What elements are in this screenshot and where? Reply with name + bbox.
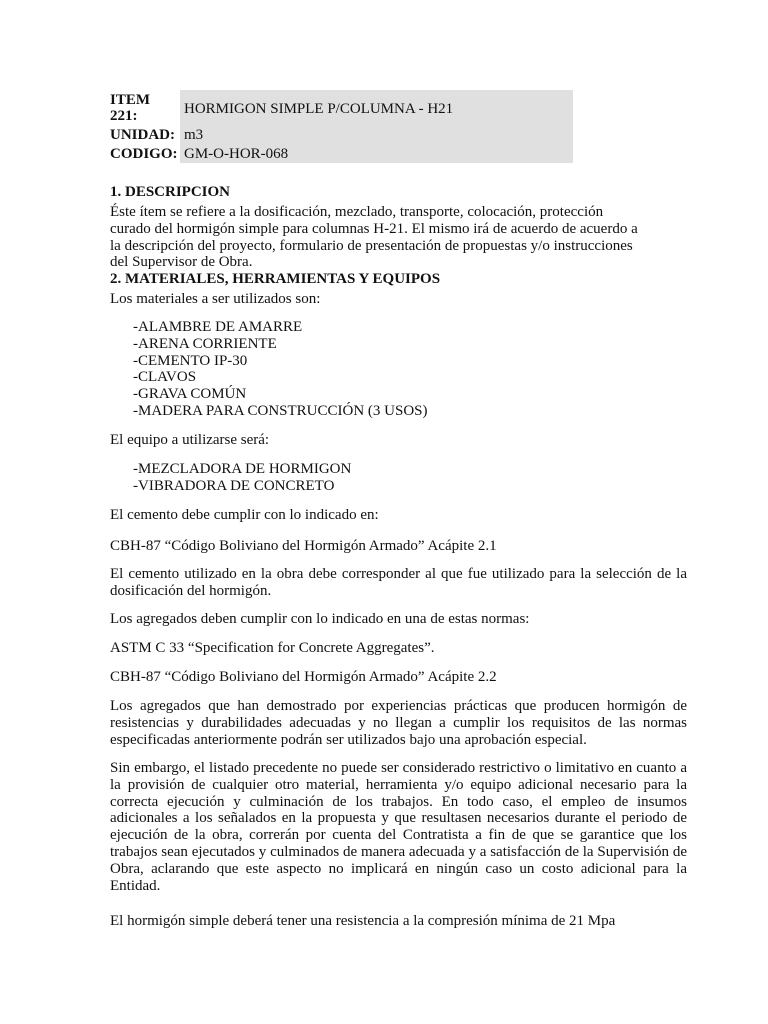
list-item: -CLAVOS [133,369,197,386]
equipment-list [133,461,351,495]
list-item: -ALAMBRE DE AMARRE [133,319,303,335]
unidad-label: UNIDAD: [110,127,175,143]
section-1-heading: 1. DESCRIPCION [110,184,231,200]
description-line: del Supervisor de Obra. [110,254,253,271]
cement-intro: El cemento debe cumplir con lo indicado en: [110,507,379,523]
list-item: -GRAVA COMÚN [133,386,247,403]
codigo-value: GM-O-HOR-068 [184,146,289,162]
item-label: ITEM 221: [110,92,151,124]
list-item: -ARENA CORRIENTE [133,335,277,352]
list-item: -MEZCLADORA DE HORMIGON [133,461,352,477]
codigo-label: CODIGO: [110,146,178,162]
item-value: HORMIGON SIMPLE P/COLUMNA - H21 [184,101,454,117]
section-1-description [110,204,638,271]
list-item: -VIBRADORA DE CONCRETO [133,477,335,494]
description-line: Éste ítem se refiere a la dosificación, mezclado, transporte, colocación, protección [110,204,604,220]
description-line: la descripción del proyecto, formulario de presentación de propuestas y/o instrucciones [110,237,633,254]
aggregates-intro: Los agregados deben cumplir con lo indicado en una de estas normas: [110,611,530,627]
list-item: -MADERA PARA CONSTRUCCIÓN (3 USOS) [133,402,428,419]
materials-intro: Los materiales a ser utilizados son: [110,291,321,307]
resistance-paragraph: El hormigón simple deberá tener una resistencia a la compresión mínima de 21 Mpa [110,913,616,929]
list-item: -CEMENTO IP-30 [133,352,248,369]
description-line: curado del hormigón simple para columnas H-21. El mismo irá de acuerdo de acuerdo a [110,220,638,237]
section-2-heading: 2. MATERIALES, HERRAMIENTAS Y EQUIPOS [110,271,441,287]
aggregates-norm-astm: ASTM C 33 “Specification for Concrete Aggregates”. [110,640,435,656]
aggregates-special-paragraph: Los agregados que han demostrado por experiencias prácticas que producen hormigón de resistencias y durabilidades adecuadas y no llegan a cumplir los requisitos de las normas especificadas anteriormente podrán ser utilizados bajo una aprobación especial. [110,698,687,748]
cement-norm: CBH-87 “Código Boliviano del Hormigón Armado” Acápite 2.1 [110,538,497,554]
materials-list [133,319,428,420]
aggregates-norm-cbh: CBH-87 “Código Boliviano del Hormigón Armado” Acápite 2.2 [110,669,497,685]
cement-use-paragraph: El cemento utilizado en la obra debe corresponder al que fue utilizado para la selección de la dosificación del hormigón. [110,566,687,599]
disclaimer-paragraph: Sin embargo, el listado precedente no puede ser considerado restrictivo o limitativo en cuanto a la provisión de cualquier otro material, herramienta y/o equipo adicional necesario para la correcta ejecución y culminación de los trabajos. En todo caso, el empleo de insumos adicionales a los señalados en la propuesta y que resultasen necesarios durante el periodo de ejecución de la obra, correrán por cuenta del Contratista a fin de que se garantice que los trabajos sean ejecutados y culminados de manera adecuada y a satisfacción de la Supervisión de Obra, aclarando que este aspecto no implicará en ningún caso un costo adicional para la Entidad. [110,760,687,894]
equipment-intro: El equipo a utilizarse será: [110,432,270,448]
unidad-value: m3 [184,127,204,143]
